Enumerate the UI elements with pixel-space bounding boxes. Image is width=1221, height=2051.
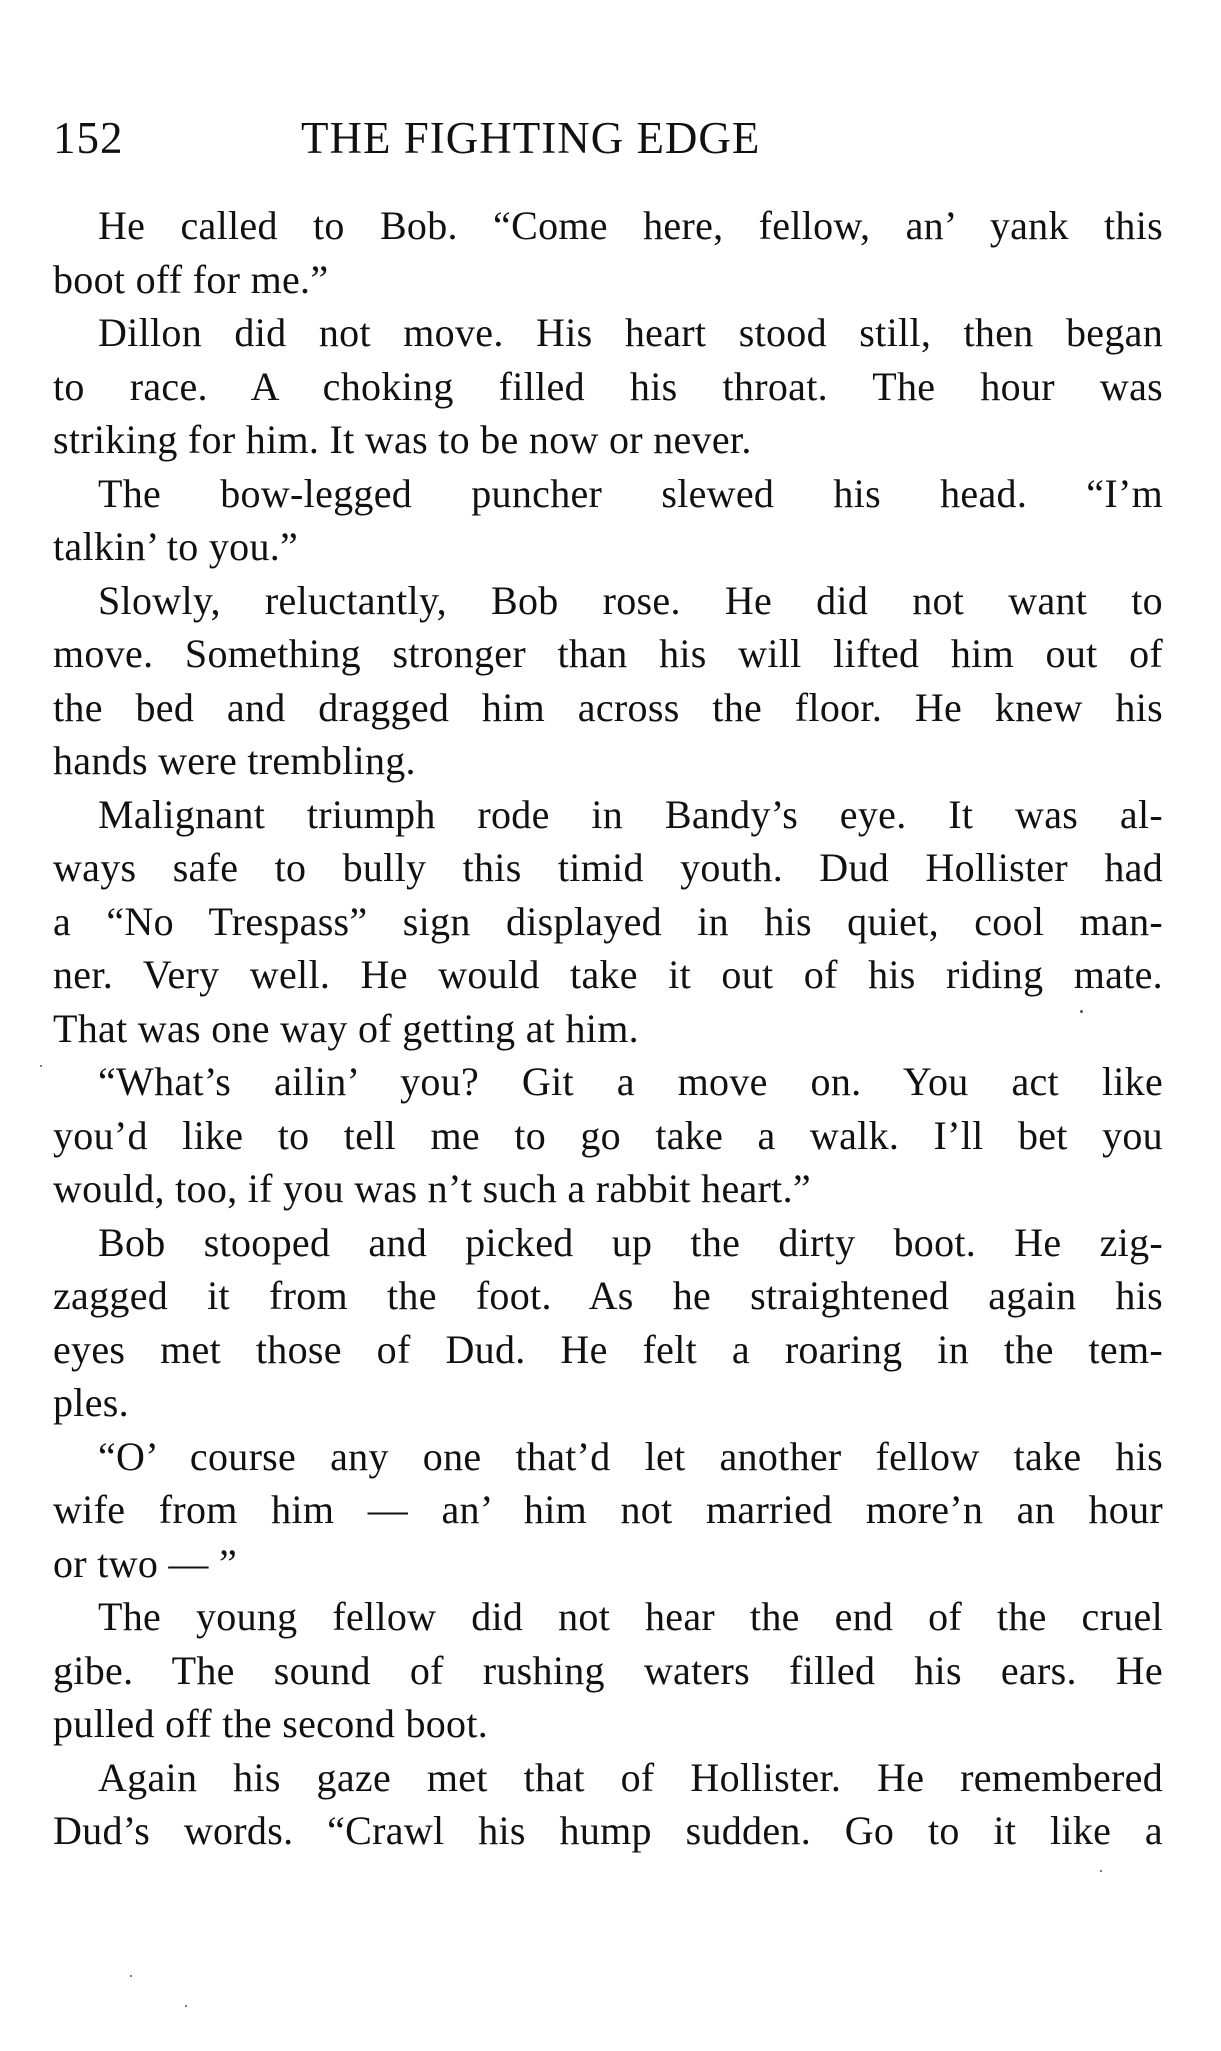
text-line: That was one way of getting at him. <box>53 1005 639 1051</box>
text-line: Bob stooped and picked up the dirty boot. He zig- <box>98 1219 1163 1265</box>
text-line: zagged it from the foot. As he straightened again his <box>53 1273 1163 1318</box>
text-line: Malignant triumph rode in Bandy’s eye. It was al- <box>98 791 1163 837</box>
print-speck <box>130 1975 132 1977</box>
text-line: ways safe to bully this timid youth. Dud Hollister had <box>53 845 1163 890</box>
text-line: gibe. The sound of rushing waters filled his ears. He <box>53 1647 1163 1693</box>
text-line: ples. <box>53 1380 129 1425</box>
running-head <box>53 108 1163 168</box>
print-speck <box>1080 1010 1083 1013</box>
text-line: talkin’ to you.” <box>53 524 299 569</box>
text-line: you’d like to tell me to go take a walk. I’ll bet you <box>53 1112 1163 1158</box>
text-line: pulled off the second boot. <box>53 1701 489 1746</box>
text-line: “O’ course any one that’d let another fellow take his <box>98 1433 1163 1479</box>
text-line: the bed and dragged him across the floor. He knew his <box>53 684 1163 730</box>
text-line: would, too, if you was n’t such a rabbit heart.” <box>53 1166 811 1211</box>
text-line: ner. Very well. He would take it out of his riding mate. <box>53 952 1163 997</box>
book-title: THE FIGHTING EDGE <box>301 113 761 163</box>
text-line: He called to Bob. “Come here, fellow, an’ yank this <box>98 203 1163 248</box>
print-speck <box>1100 1870 1102 1872</box>
print-speck <box>185 2005 187 2007</box>
text-line: eyes met those of Dud. He felt a roaring in the tem- <box>53 1326 1163 1372</box>
text-line: boot off for me.” <box>53 256 329 302</box>
text-line: “What’s ailin’ you? Git a move on. You act like <box>98 1059 1163 1104</box>
text-line: Again his gaze met that of Hollister. He remembered <box>98 1754 1163 1800</box>
text-line: wife from him — an’ him not married more’n an hour <box>53 1487 1163 1532</box>
text-line: Slowly, reluctantly, Bob rose. He did not want to <box>98 577 1163 623</box>
text-line: The young fellow did not hear the end of the cruel <box>98 1594 1163 1639</box>
text-line: to race. A choking filled his throat. The hour was <box>53 363 1163 409</box>
print-speck <box>40 1065 42 1067</box>
page-number: 152 <box>53 113 124 163</box>
body-text <box>53 199 1163 1858</box>
text-line: or two — ” <box>53 1540 238 1586</box>
text-line: Dillon did not move. His heart stood still, then began <box>98 310 1163 355</box>
text-line: hands were trembling. <box>53 738 416 783</box>
text-line: a “No Trespass” sign displayed in his quiet, cool man- <box>53 898 1163 944</box>
text-line: Dud’s words. “Crawl his hump sudden. Go to it like a <box>53 1808 1163 1853</box>
text-line: striking for him. It was to be now or never. <box>53 417 752 462</box>
text-line: move. Something stronger than his will lifted him out of <box>53 631 1163 676</box>
text-line: The bow-legged puncher slewed his head. “I’m <box>98 470 1163 516</box>
